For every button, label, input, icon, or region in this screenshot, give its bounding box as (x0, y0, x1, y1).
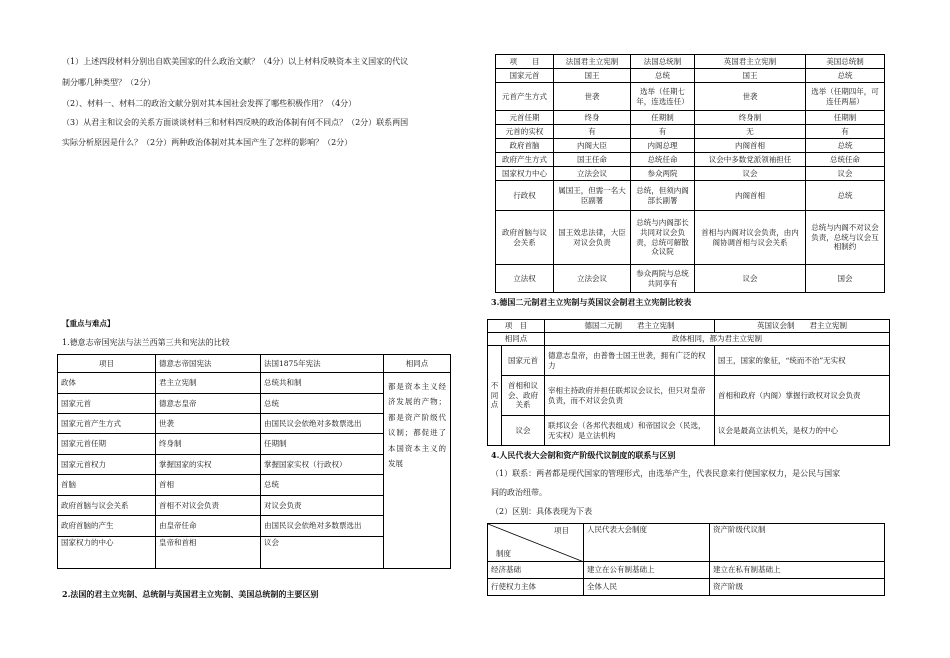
table-cell: 选举（任期七年，连选连任） (631, 83, 695, 111)
t3-same-label: 相同点 (488, 333, 545, 346)
table-cell: 由国民议会依绝对多数票选出 (261, 414, 384, 434)
table-row: 政体 (58, 373, 156, 394)
question-3-line-2: 实际分析原因是什么？（2分）两种政治体制对其本国产生了怎样的影响？（2分） (62, 138, 353, 147)
table-row: 元首的实权 (496, 125, 554, 139)
t4-diag-bottom: 制度 (496, 549, 511, 559)
t2-header-item: 项 目 (496, 55, 554, 69)
table-cell: 任期制 (631, 111, 695, 125)
t2-header-us-president: 美国总统制 (806, 55, 885, 69)
table-cell: 总统 (261, 475, 384, 496)
table-cell: 有 (631, 125, 695, 139)
table-cell: 首相与内阁对议会负责，由内阁协调首相与议会关系 (695, 211, 806, 265)
question-1-line-2: 制分哪几种类型？（2分） (62, 78, 156, 87)
table-cell: 建立在私有制基础上 (710, 562, 885, 579)
table-cell: 总统与内阁部长共同对议会负责，总统可解散众议院 (631, 211, 695, 265)
t2-header-fr-monarchy: 法国君主立宪制 (554, 55, 631, 69)
question-1-line-1: （1）上述四段材料分别出自欧美国家的什么政治文献？（4分）以上材料反映资本主义国家的代议 (62, 57, 409, 66)
table-cell: 内阁总理 (631, 139, 695, 153)
table-row: 政府首脑与议会关系 (496, 211, 554, 265)
table-cell: 国王，国家的象征，“统而不治”无实权 (715, 346, 890, 376)
table-cell: 选举（任期四年，可连任两届） (806, 83, 885, 111)
section4-p2: （2）区别：具体表现为下表 (491, 507, 593, 516)
table-cell: 内阁大臣 (554, 139, 631, 153)
table-row: 政府首脑的产生 (58, 516, 156, 537)
table-row: 议会 (502, 416, 545, 446)
table-row: 国家权力中心 (496, 167, 554, 181)
t1-header-france: 法国1875年宪法 (261, 355, 384, 373)
t3-same-value: 政体相同，都为君主立宪制 (545, 333, 890, 346)
question-2: （2）、材料一、材料二的政治文献分别对其本国社会发挥了哪些积极作用？（4分） (62, 99, 357, 108)
table-row: 国家元首 (502, 346, 545, 376)
table-cell: 对议会负责 (261, 496, 384, 516)
table-cell: 立法会议 (554, 265, 631, 293)
table-cell: 首相和政府（内阁）掌握行政权对议会负责 (715, 376, 890, 416)
t4-diag-top: 项目 (554, 526, 569, 535)
table-row: 首脑 (58, 475, 156, 496)
t3-header-germany: 德国二元制 君主立宪制 (545, 320, 715, 333)
table-row: 国家元首 (58, 394, 156, 414)
section4-p1-line-2: 间的政治纽带。 (491, 488, 547, 497)
table-cell: 总统，但须内阁部长副署 (631, 181, 695, 211)
table-row: 国家元首产生方式 (58, 414, 156, 434)
table-cell: 总统与内阁不对议会负责，总统与议会互相制约 (806, 211, 885, 265)
table1-constitution-comparison (57, 354, 451, 569)
table-cell: 有 (554, 125, 631, 139)
table-cell: 掌握国家实权（行政权） (261, 455, 384, 475)
table-cell: 国王任命 (554, 153, 631, 167)
table-cell: 皇帝和首相 (156, 537, 261, 569)
table-row: 首相和议会、政府关系 (502, 376, 545, 416)
table-row: 元首任期 (496, 111, 554, 125)
table-cell: 任期制 (261, 434, 384, 455)
t2-header-uk-monarchy: 英国君主立宪制 (695, 55, 806, 69)
table-row: 政府首脑与议会关系 (58, 496, 156, 516)
table-row: 行政权 (496, 181, 554, 211)
table-row: 国家元首权力 (58, 455, 156, 475)
t4-header-bourgeois: 资产阶级代议制 (710, 524, 885, 562)
table-cell: 议会 (695, 265, 806, 293)
section-header: 【重点与难点】 (62, 319, 115, 328)
table-cell: 总统任命 (631, 153, 695, 167)
table-cell: 世袭 (554, 83, 631, 111)
t3-header-item: 项 目 (488, 320, 545, 333)
table-cell: 德意志皇帝，由普鲁士国王世袭，拥有广泛的权力 (545, 346, 715, 376)
table2-title: 2.法国的君主立宪制、总统制与英国君主立宪制、美国总统制的主要区别 (62, 589, 319, 599)
table-cell: 由皇帝任命 (156, 516, 261, 537)
table-cell: 国会 (806, 265, 885, 293)
table-cell: 终身 (554, 111, 631, 125)
section4-p1-line-1: （1）联系：两者都是现代国家的管理形式，由选举产生，代表民意来行使国家权力，是公民与国家 (491, 469, 841, 478)
table-cell: 世袭 (156, 414, 261, 434)
t4-diagonal-header (488, 524, 584, 562)
table-row: 立法权 (496, 265, 554, 293)
table-cell: 议会是最高立法机关，是权力的中心 (715, 416, 890, 446)
table-cell: 由国民议会依绝对多数票选出 (261, 516, 384, 537)
table4-system-difference (487, 523, 885, 596)
table-cell: 总统 (631, 69, 695, 83)
t2-header-fr-president: 法国总统制 (631, 55, 695, 69)
t1-common-points: 都是资本主义经济发展的产物；都是资产阶级代议制；都促进了本国资本主义的发展 (384, 373, 451, 569)
table-cell: 君主立宪制 (156, 373, 261, 394)
table-cell: 掌握国家的实权 (156, 455, 261, 475)
table-cell: 议会 (261, 537, 384, 569)
table-cell: 无 (695, 125, 806, 139)
table-row: 政府产生方式 (496, 153, 554, 167)
table-row: 国家元首任期 (58, 434, 156, 455)
table-cell: 终身制 (156, 434, 261, 455)
table-row: 元首产生方式 (496, 83, 554, 111)
table-row: 国家元首 (496, 69, 554, 83)
table-cell: 国王 (554, 69, 631, 83)
table3-title: 3.德国二元制君主立宪制与英国议会制君主立宪制比较表 (491, 297, 692, 307)
t4-header-people: 人民代表大会制度 (584, 524, 710, 562)
table-cell: 立法会议 (554, 167, 631, 181)
t1-header-germany: 德意志帝国宪法 (156, 355, 261, 373)
table-cell: 内阁首相 (695, 139, 806, 153)
table-cell: 任期制 (806, 111, 885, 125)
table-cell: 总统任命 (806, 153, 885, 167)
table-row: 行使权力主体 (488, 579, 584, 596)
t3-header-uk: 英国议会制 君主立宪制 (715, 320, 890, 333)
table-cell: 议会 (806, 167, 885, 181)
table-cell: 联邦议会（各邦代表组成）和帝国议会（民选，无实权）是立法机构 (545, 416, 715, 446)
table-cell: 总统共和制 (261, 373, 384, 394)
table-cell: 世袭 (695, 83, 806, 111)
table1-title: 1.德意志帝国宪法与法兰西第三共和宪法的比较 (62, 338, 230, 347)
table-cell: 有 (806, 125, 885, 139)
table-cell: 终身制 (695, 111, 806, 125)
t1-header-common: 相同点 (384, 355, 451, 373)
table-cell: 议会中多数党派领袖担任 (695, 153, 806, 167)
table-cell: 首相不对议会负责 (156, 496, 261, 516)
table-cell: 资产阶级 (710, 579, 885, 596)
question-3-line-1: （3）从君主和议会的关系方面谈谈材料三和材料四反映的政治体制有何不同点？（2分）联系两国 (62, 118, 409, 127)
table-row: 国家权力的中心 (58, 537, 156, 569)
table-cell: 总统 (806, 181, 885, 211)
table-cell: 宰相主持政府并担任联邦议会议长，但只对皇帝负责，而不对议会负责 (545, 376, 715, 416)
table-cell: 建立在公有制基础上 (584, 562, 710, 579)
table-cell: 属国王，但需一名大臣副署 (554, 181, 631, 211)
t3-diff-label: 不同点 (488, 346, 502, 446)
table-cell: 总统 (261, 394, 384, 414)
t1-header-item: 项目 (58, 355, 156, 373)
table-cell: 国王效忠法律，大臣对议会负责 (554, 211, 631, 265)
table-cell: 内阁首相 (695, 181, 806, 211)
table2-system-comparison (495, 54, 885, 293)
table-cell: 德意志皇帝 (156, 394, 261, 414)
table-cell: 参众两院与总统共同享有 (631, 265, 695, 293)
table-cell: 全体人民 (584, 579, 710, 596)
table3-monarchy-comparison (487, 319, 890, 446)
section4-title: 4.人民代表大会制和资产阶级代议制度的联系与区别 (491, 450, 676, 460)
table-cell: 参众两院 (631, 167, 695, 181)
table-cell: 总统 (806, 139, 885, 153)
table-cell: 首相 (156, 475, 261, 496)
table-cell: 议会 (695, 167, 806, 181)
table-cell: 总统 (806, 69, 885, 83)
table-row: 政府首脑 (496, 139, 554, 153)
table-cell: 国王 (695, 69, 806, 83)
table-row: 经济基础 (488, 562, 584, 579)
